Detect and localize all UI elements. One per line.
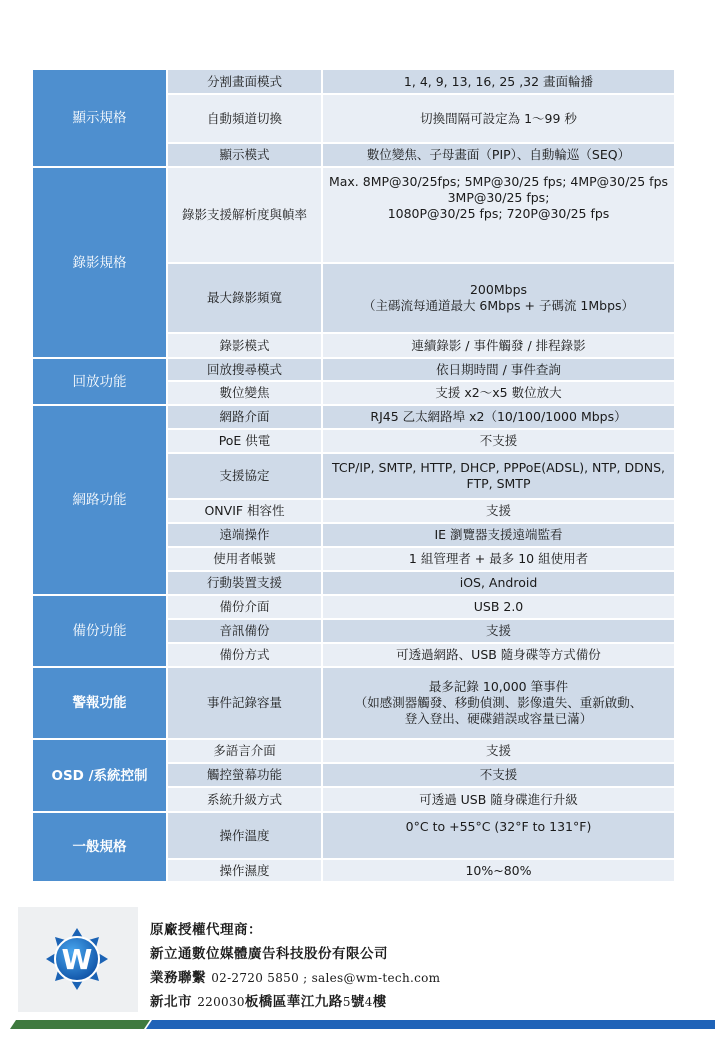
category-general: 一般規格 (33, 812, 167, 882)
value-line: 最多記錄 10,000 筆事件 (428, 679, 569, 694)
row-label: 顯示模式 (167, 143, 322, 167)
row-value: 連續錄影 / 事件觸發 / 排程錄影 (322, 333, 674, 358)
row-value: 數位變焦、子母畫面（PIP）、自動輪巡（SEQ） (322, 143, 674, 167)
logo-box (18, 907, 138, 1012)
row-label: 觸控螢幕功能 (167, 763, 322, 787)
row-value: 切換間隔可設定為 1〜99 秒 (322, 94, 674, 143)
row-label: 最大錄影頻寬 (167, 263, 322, 333)
row-label: 數位變焦 (167, 381, 322, 405)
row-label: 自動頻道切換 (167, 94, 322, 143)
value-line: FTP, SMTP (466, 476, 531, 491)
row-value: 不支援 (322, 429, 674, 453)
row-value: IE 瀏覽器支援遠端監看 (322, 523, 674, 547)
row-value: 10%~80% (322, 859, 674, 882)
agent-info (150, 918, 440, 1014)
row-label: PoE 供電 (167, 429, 322, 453)
table-row (33, 167, 674, 263)
value-line: （主碼流每通道最大 6Mbps + 子碼流 1Mbps） (362, 298, 635, 313)
value-line: 3MP@30/25 fps; (447, 190, 550, 205)
row-label: 遠端操作 (167, 523, 322, 547)
w-star-logo-icon (45, 927, 109, 991)
row-label: 網路介面 (167, 405, 322, 429)
company-name: 新立通數位媒體廣告科技股份有限公司 (150, 946, 388, 962)
row-label: 音訊備份 (167, 619, 322, 643)
category-record: 錄影規格 (33, 167, 167, 358)
category-backup: 備份功能 (33, 595, 167, 667)
category-playback: 回放功能 (33, 358, 167, 405)
row-value: 不支援 (322, 763, 674, 787)
table-row (33, 739, 674, 763)
row-value: 可透過 USB 隨身碟進行升級 (322, 787, 674, 812)
row-value: RJ45 乙太網路埠 x2（10/100/1000 Mbps） (322, 405, 674, 429)
value-line: Max. 8MP@30/25fps; 5MP@30/25 fps; 4MP@30/25 fps (328, 174, 669, 189)
category-display: 顯示規格 (33, 70, 167, 167)
table-row (33, 70, 674, 94)
contact-label: 業務聯繫 (150, 970, 206, 986)
row-value: 可透過網路、USB 隨身碟等方式備份 (322, 643, 674, 667)
table-row (33, 358, 674, 381)
address-zip: 220030 (197, 995, 245, 1009)
contact-value: 02-2720 5850 ; sales@wm-tech.com (211, 971, 441, 985)
footer (0, 900, 720, 1040)
address-floor: 4 (364, 995, 373, 1009)
row-value (322, 667, 674, 739)
row-value: USB 2.0 (322, 595, 674, 619)
row-value: 支援 (322, 739, 674, 763)
row-label: 事件記錄容量 (167, 667, 322, 739)
row-value: 支援 (322, 619, 674, 643)
row-label: 多語言介面 (167, 739, 322, 763)
row-label: 備份介面 (167, 595, 322, 619)
row-value: 支援 (322, 499, 674, 523)
table-row (33, 595, 674, 619)
table-row (33, 812, 674, 859)
row-label: 錄影支援解析度與幀率 (167, 167, 322, 263)
value-line: TCP/IP, SMTP, HTTP, DHCP, PPPoE(ADSL), NTP, DDNS, (331, 460, 666, 475)
row-value: 依日期時間 / 事件查詢 (322, 358, 674, 381)
address-city: 新北市 (150, 994, 192, 1010)
table-row (33, 667, 674, 739)
footer-stripe (10, 1020, 715, 1029)
row-label: 分割畫面模式 (167, 70, 322, 94)
row-label: 使用者帳號 (167, 547, 322, 571)
row-value: iOS, Android (322, 571, 674, 595)
row-value: 0°C to +55°C (32°F to 131°F) (322, 812, 674, 859)
category-osd: OSD /系統控制 (33, 739, 167, 812)
agent-label: 原廠授權代理商： (150, 922, 262, 938)
logo-letter: W (61, 943, 93, 976)
value-line: 登入登出、硬碟錯誤或容量已滿） (404, 711, 593, 726)
row-label: ONVIF 相容性 (167, 499, 322, 523)
address-line (150, 990, 440, 1014)
row-value (322, 263, 674, 333)
value-line: 200Mbps (469, 282, 528, 297)
value-line: 1080P@30/25 fps; 720P@30/25 fps (387, 206, 610, 221)
row-value (322, 453, 674, 499)
stripe-green (10, 1020, 150, 1029)
row-label: 行動裝置支援 (167, 571, 322, 595)
stripe-blue (146, 1020, 715, 1029)
row-value (322, 167, 674, 263)
row-label: 操作溫度 (167, 812, 322, 859)
address-part: 板橋區華江九路 (244, 994, 343, 1010)
row-label: 系統升級方式 (167, 787, 322, 812)
contact-line (150, 966, 440, 990)
category-alarm: 警報功能 (33, 667, 167, 739)
row-label: 支援協定 (167, 453, 322, 499)
row-label: 備份方式 (167, 643, 322, 667)
row-value: 1 組管理者 + 最多 10 組使用者 (322, 547, 674, 571)
row-label: 回放搜尋模式 (167, 358, 322, 381)
table-row (33, 405, 674, 429)
row-label: 操作濕度 (167, 859, 322, 882)
value-line: （如感測器觸發、移動偵測、影像遺失、重新啟動、 (354, 695, 643, 710)
address-number: 5 (342, 995, 351, 1009)
spec-table (33, 70, 674, 883)
address-part: 號 (350, 994, 365, 1010)
row-label: 錄影模式 (167, 333, 322, 358)
category-network: 網路功能 (33, 405, 167, 595)
address-part: 樓 (372, 994, 387, 1010)
row-value: 1, 4, 9, 13, 16, 25 ,32 畫面輪播 (322, 70, 674, 94)
row-value: 支援 x2〜x5 數位放大 (322, 381, 674, 405)
